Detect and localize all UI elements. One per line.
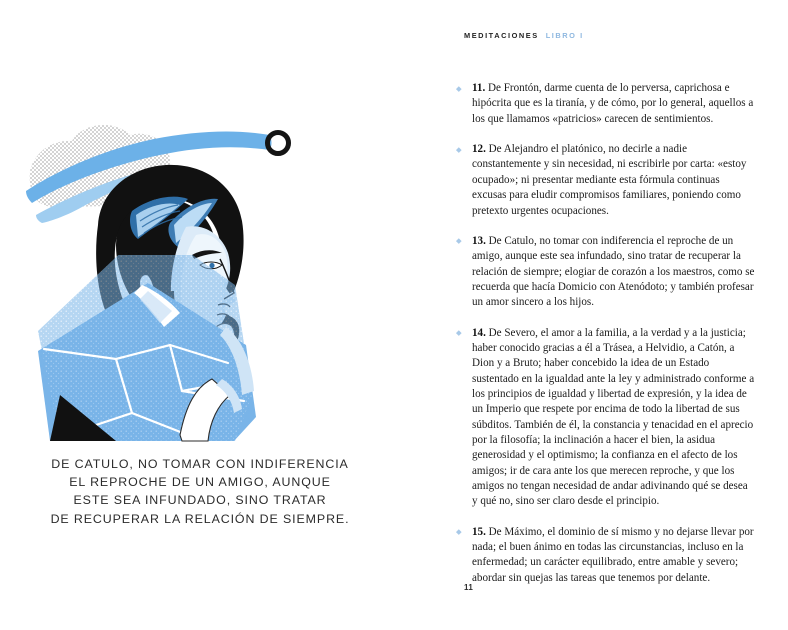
pull-quote-line-3: ESTE SEA INFUNDADO, SINO TRATAR (73, 493, 327, 508)
diamond-bullet-icon (456, 330, 461, 335)
diamond-bullet-icon (456, 529, 461, 534)
numbered-paragraph (456, 326, 756, 510)
paragraph-text: De Alejandro el platónico, no decirle a nadie constantemente y sin necesidad, ni escribirle por carta: «estoy ocupado»; ni presentar mediante esta fórmula continuas excusas para eludir compromisos familiares, poniendo como pretexto urgentes ocupaciones. (472, 143, 747, 217)
page-number: 11 (464, 583, 474, 592)
bearded-philosopher-thinking-illustration (20, 95, 340, 445)
paragraph-number: 11. (472, 82, 486, 95)
body-text-column (456, 70, 756, 586)
diamond-bullet-icon (456, 147, 461, 152)
pull-quote-line-2: EL REPROCHE DE UN AMIGO, AUNQUE (69, 475, 331, 490)
numbered-paragraph (456, 525, 756, 586)
diamond-bullet-icon (456, 86, 461, 91)
running-head (464, 31, 584, 40)
diamond-bullet-icon (456, 239, 461, 244)
pull-quote-line-1: DE CATULO, NO TOMAR CON INDIFERENCIA (51, 457, 349, 471)
running-head-book-label: LIBRO I (545, 31, 584, 40)
numbered-paragraph (456, 234, 756, 311)
numbered-paragraph (456, 81, 756, 127)
paragraph-text: De Frontón, darme cuenta de lo perversa, caprichosa e hipócrita que es la tiranía, y de cómo, por lo general, aquellos a los que llamamos «patricios» carecen de sentimientos. (472, 82, 754, 125)
paragraph-text: De Máximo, el dominio de sí mismo y no dejarse llevar por nada; el buen ánimo en todas las circunstancias, incluso en la enfermedad; un carácter equilibrado, entre amable y severo; abordar sin quejas las tareas que tenemos por delante. (472, 525, 754, 584)
pull-quote (30, 455, 370, 528)
numbered-paragraph (456, 142, 756, 219)
paragraph-number: 14. (472, 326, 486, 339)
paragraph-text: De Catulo, no tomar con indiferencia el reproche de un amigo, aunque este sea infundado, sino tratar de recuperar la relación de siempre; elogiar de corazón a los maestros, como se recuerda que hacía Domicio con Atenódoto; y también profesar un amor sincero a los hijos. (472, 234, 755, 309)
running-head-title: MEDITACIONES (464, 31, 539, 40)
paragraph-number: 12. (472, 143, 486, 156)
paragraph-text: De Severo, el amor a la familia, a la verdad y a la justicia; haber conocido gracias a él a Trásea, a Helvidio, a Catón, a Dion y a Bruto; haber concebido la idea de un Estado sustentado en la igualdad ante la ley y administrado conforme a los principios de igualdad y libertad de expresión, y la idea de un Imperio que respete por encima de todo la libertad de sus súbditos. También de él, la constancia y tenacidad en el aprecio por la filosofía; la inclinación a hacer el bien, la asidua generosidad y el optimismo; la confianza en el afecto de los amigos; ir de cara ante los que merecen reproche, y que los amigos no tengan necesidad de andar adivinando qué se desea y qué no, sino ser claro desde el principio. (472, 326, 755, 508)
pull-quote-line-4: DE RECUPERAR LA RELACIÓN DE SIEMPRE. (50, 511, 350, 526)
paragraph-number: 13. (472, 234, 486, 247)
right-page (394, 0, 788, 630)
paragraph-number: 15. (472, 525, 486, 538)
